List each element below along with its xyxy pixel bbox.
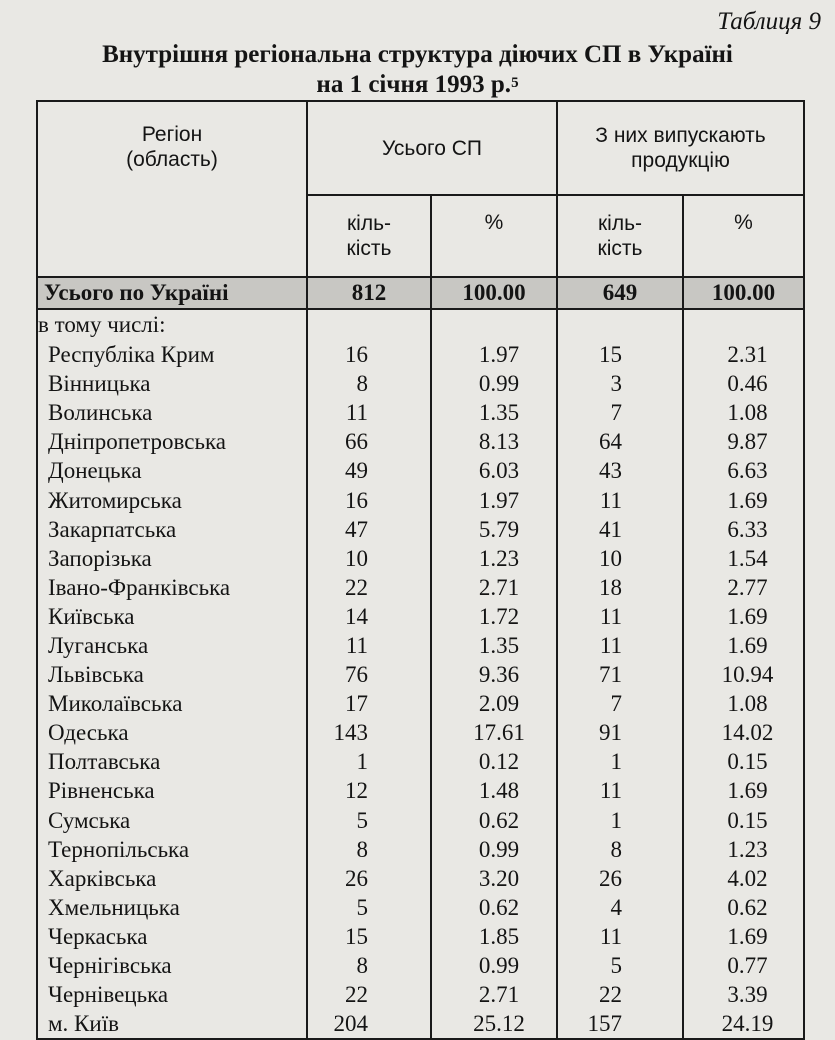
jv-count: 16	[307, 485, 431, 514]
jv-percent: 25.12	[431, 1009, 557, 1039]
table-row	[37, 980, 804, 1009]
region-name: Вінницька	[37, 369, 307, 398]
table-row	[37, 689, 804, 718]
jv-percent: 2.09	[431, 689, 557, 718]
prod-percent: 2.31	[683, 340, 804, 369]
region-name: Тернопільська	[37, 835, 307, 864]
jv-percent: 8.13	[431, 427, 557, 456]
table-row	[37, 398, 804, 427]
prod-percent: 24.19	[683, 1009, 804, 1039]
table-row	[37, 718, 804, 747]
header-count-text: кіль-кість	[346, 212, 392, 260]
region-name: Чернівецька	[37, 980, 307, 1009]
jv-count: 12	[307, 776, 431, 805]
region-name: Одеська	[37, 718, 307, 747]
header-producing-text: З них випускають продукцію	[595, 124, 766, 172]
prod-count: 11	[557, 485, 683, 514]
jv-count: 49	[307, 456, 431, 485]
prod-percent: 0.62	[683, 893, 804, 922]
prod-count: 3	[557, 369, 683, 398]
regional-structure-table	[36, 100, 805, 1040]
table-row	[37, 427, 804, 456]
region-name: Львівська	[37, 660, 307, 689]
region-name: Хмельницька	[37, 893, 307, 922]
region-name: Київська	[37, 602, 307, 631]
region-name: Чернігівська	[37, 951, 307, 980]
table-row	[37, 864, 804, 893]
jv-percent: 1.97	[431, 340, 557, 369]
jv-percent: 0.62	[431, 806, 557, 835]
jv-percent: 0.99	[431, 369, 557, 398]
prod-percent: 4.02	[683, 864, 804, 893]
header-region	[37, 101, 307, 277]
header-prod-percent-text: %	[734, 211, 753, 234]
table-row	[37, 922, 804, 951]
prod-count: 43	[557, 456, 683, 485]
prod-count: 10	[557, 544, 683, 573]
prod-percent: 1.54	[683, 544, 804, 573]
prod-count: 41	[557, 515, 683, 544]
prod-count: 7	[557, 689, 683, 718]
region-name: Запорізька	[37, 544, 307, 573]
jv-count: 14	[307, 602, 431, 631]
jv-count: 1	[307, 747, 431, 776]
table-row	[37, 631, 804, 660]
jv-count: 11	[307, 398, 431, 427]
prod-count: 22	[557, 980, 683, 1009]
jv-percent: 1.72	[431, 602, 557, 631]
prod-count: 15	[557, 340, 683, 369]
jv-count: 8	[307, 835, 431, 864]
region-name: Республіка Крим	[37, 340, 307, 369]
prod-percent: 1.69	[683, 776, 804, 805]
jv-percent: 17.61	[431, 718, 557, 747]
prod-percent: 1.69	[683, 922, 804, 951]
jv-percent: 9.36	[431, 660, 557, 689]
prod-percent: 10.94	[683, 660, 804, 689]
prod-count: 4	[557, 893, 683, 922]
prod-count: 11	[557, 631, 683, 660]
header-row-1	[37, 101, 804, 195]
prod-percent: 1.69	[683, 602, 804, 631]
region-name: Луганська	[37, 631, 307, 660]
prod-percent: 14.02	[683, 718, 804, 747]
jv-percent: 0.12	[431, 747, 557, 776]
prod-percent: 1.69	[683, 631, 804, 660]
prod-percent: 6.63	[683, 456, 804, 485]
table-row	[37, 776, 804, 805]
jv-percent: 1.85	[431, 922, 557, 951]
region-name: Черкаська	[37, 922, 307, 951]
footnote-marker: 5	[511, 75, 519, 91]
prod-count: 26	[557, 864, 683, 893]
prod-percent: 1.23	[683, 835, 804, 864]
jv-count: 143	[307, 718, 431, 747]
jv-count: 22	[307, 980, 431, 1009]
prod-count: 64	[557, 427, 683, 456]
prod-count: 5	[557, 951, 683, 980]
prod-count: 11	[557, 922, 683, 951]
prod-count: 91	[557, 718, 683, 747]
jv-percent: 6.03	[431, 456, 557, 485]
region-name: Закарпатська	[37, 515, 307, 544]
table-row	[37, 340, 804, 369]
header-prod-count-text: кіль-кість	[597, 212, 643, 260]
title-line-2	[0, 70, 835, 100]
jv-count: 17	[307, 689, 431, 718]
jv-count: 10	[307, 544, 431, 573]
jv-count: 22	[307, 573, 431, 602]
prod-percent: 6.33	[683, 515, 804, 544]
region-name: м. Київ	[37, 1009, 307, 1039]
table-row	[37, 893, 804, 922]
prod-count: 11	[557, 776, 683, 805]
prod-count: 157	[557, 1009, 683, 1039]
region-name: Миколаївська	[37, 689, 307, 718]
jv-percent: 1.35	[431, 631, 557, 660]
jv-percent: 2.71	[431, 573, 557, 602]
jv-count: 204	[307, 1009, 431, 1039]
prod-count: 71	[557, 660, 683, 689]
prod-percent: 1.08	[683, 689, 804, 718]
total-prod-count: 649	[557, 277, 683, 309]
header-percent-text: %	[484, 211, 504, 234]
prod-percent: 0.77	[683, 951, 804, 980]
jv-percent: 0.62	[431, 893, 557, 922]
prod-percent: 3.39	[683, 980, 804, 1009]
total-count: 812	[307, 277, 431, 309]
region-name: Полтавська	[37, 747, 307, 776]
prod-percent: 0.46	[683, 369, 804, 398]
jv-percent: 1.48	[431, 776, 557, 805]
region-name: Донецька	[37, 456, 307, 485]
jv-count: 16	[307, 340, 431, 369]
region-name: Івано-Франківська	[37, 573, 307, 602]
title-line-1: Внутрішня регіональна структура діючих СП в Україні	[102, 41, 733, 68]
jv-percent: 5.79	[431, 515, 557, 544]
title-date: на 1 січня 1993 р.	[316, 71, 512, 98]
table-row	[37, 660, 804, 689]
jv-percent: 1.35	[431, 398, 557, 427]
region-name: Житомирська	[37, 485, 307, 514]
jv-count: 66	[307, 427, 431, 456]
table-row	[37, 835, 804, 864]
prod-count: 8	[557, 835, 683, 864]
prod-count: 18	[557, 573, 683, 602]
jv-percent: 0.99	[431, 835, 557, 864]
jv-percent: 3.20	[431, 864, 557, 893]
region-name: Харківська	[37, 864, 307, 893]
jv-count: 8	[307, 951, 431, 980]
table-row	[37, 544, 804, 573]
total-name: Усього по Україні	[37, 277, 307, 309]
table-row	[37, 806, 804, 835]
prod-count: 1	[557, 747, 683, 776]
header-producing	[557, 101, 804, 195]
prod-percent: 1.69	[683, 485, 804, 514]
prod-percent: 2.77	[683, 573, 804, 602]
region-name: Сумська	[37, 806, 307, 835]
jv-count: 5	[307, 893, 431, 922]
jv-percent: 1.97	[431, 485, 557, 514]
table-row	[37, 485, 804, 514]
table-title	[0, 40, 835, 100]
region-name: Дніпропетровська	[37, 427, 307, 456]
header-percent	[431, 195, 557, 277]
jv-count: 8	[307, 369, 431, 398]
jv-count: 11	[307, 631, 431, 660]
jv-count: 26	[307, 864, 431, 893]
prod-percent: 0.15	[683, 806, 804, 835]
prod-count: 7	[557, 398, 683, 427]
header-all-jv-text: Усього СП	[381, 136, 483, 160]
jv-count: 15	[307, 922, 431, 951]
region-name: Волинська	[37, 398, 307, 427]
table-row	[37, 573, 804, 602]
table-row	[37, 602, 804, 631]
total-prod-percent: 100.00	[683, 277, 804, 309]
header-region-text: Регіон (область)	[126, 123, 218, 171]
jv-count: 76	[307, 660, 431, 689]
total-percent: 100.00	[431, 277, 557, 309]
header-prod-percent	[683, 195, 804, 277]
table-row	[37, 747, 804, 776]
jv-percent: 0.99	[431, 951, 557, 980]
prod-percent: 9.87	[683, 427, 804, 456]
total-row	[37, 277, 804, 309]
prod-percent: 0.15	[683, 747, 804, 776]
table-row	[37, 456, 804, 485]
table-row	[37, 951, 804, 980]
including-label: в тому числі:	[37, 309, 307, 340]
prod-count: 1	[557, 806, 683, 835]
table-number-label: Таблиця 9	[717, 8, 821, 35]
region-name: Рівненська	[37, 776, 307, 805]
prod-percent: 1.08	[683, 398, 804, 427]
including-row	[37, 309, 804, 340]
header-all-jv	[307, 101, 557, 195]
header-count	[307, 195, 431, 277]
jv-percent: 2.71	[431, 980, 557, 1009]
header-prod-count	[557, 195, 683, 277]
jv-count: 5	[307, 806, 431, 835]
jv-percent: 1.23	[431, 544, 557, 573]
table-row	[37, 369, 804, 398]
table-row	[37, 515, 804, 544]
prod-count: 11	[557, 602, 683, 631]
jv-count: 47	[307, 515, 431, 544]
